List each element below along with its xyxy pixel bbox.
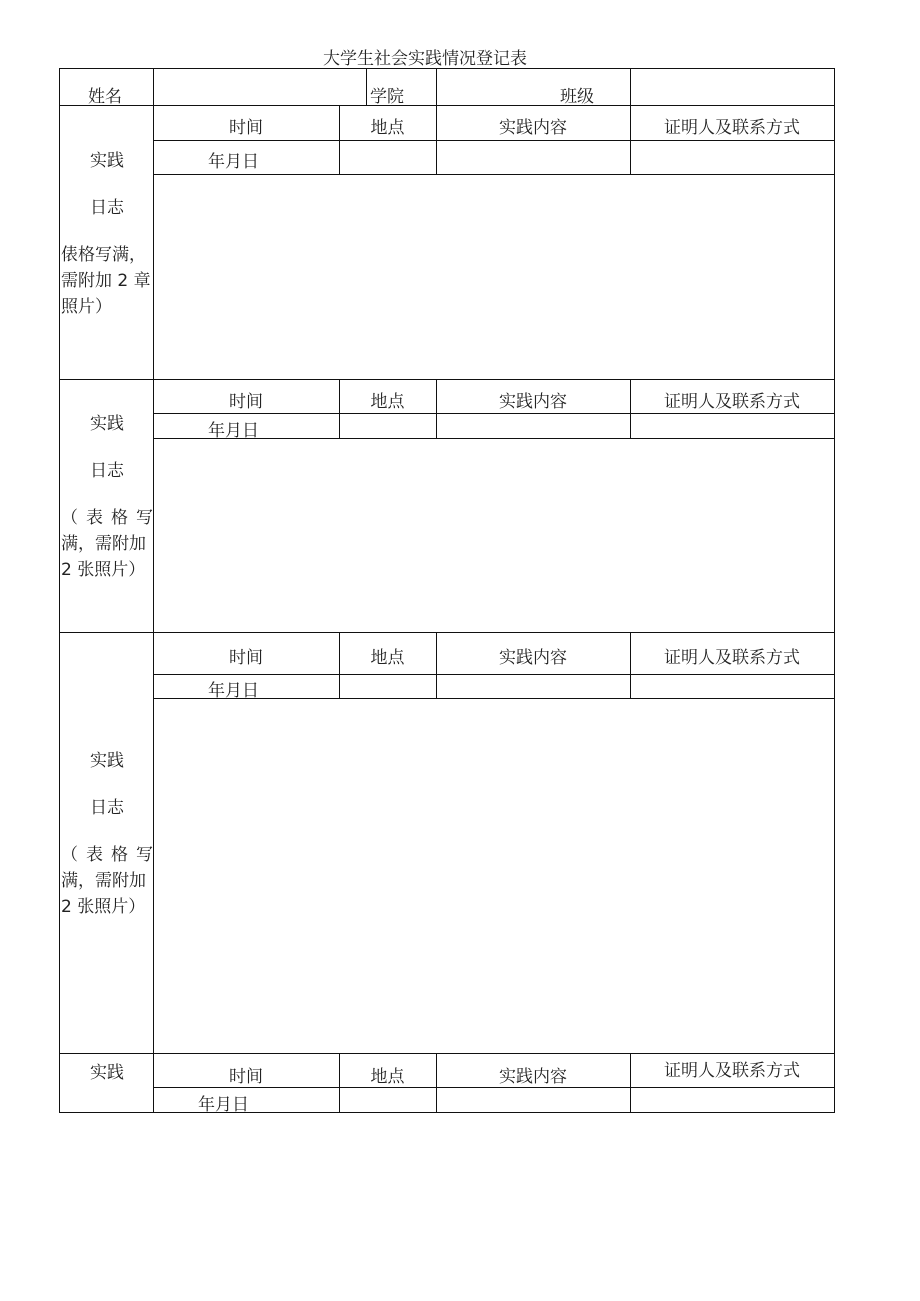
label-practice: 实践 [90,151,124,171]
col-time: 时间 [229,1067,263,1087]
place-field[interactable] [340,414,436,438]
log-text-area[interactable] [154,439,834,632]
col-content: 实践内容 [499,392,567,412]
place-field[interactable] [340,141,436,174]
name-label: 姓名 [88,87,122,107]
col-time: 时间 [229,648,263,668]
place-field[interactable] [340,1088,436,1112]
note-line: 2 张照片） [61,897,146,917]
note-line: 照片） [61,297,112,317]
col-time: 时间 [229,392,263,412]
col-content: 实践内容 [499,1067,567,1087]
label-practice: 实践 [90,1063,124,1083]
witness-field[interactable] [631,414,834,438]
log-text-area[interactable] [154,175,834,379]
col-witness: 证明人及联系方式 [664,118,800,138]
witness-field[interactable] [631,675,834,698]
date-field[interactable]: 年月日 [208,421,259,441]
form-title: 大学生社会实践情况登记表 [323,49,527,69]
log-text-area[interactable] [154,699,834,1053]
label-log: 日志 [90,198,124,218]
col-time: 时间 [229,118,263,138]
section-label [61,148,153,320]
label-practice: 实践 [90,414,124,434]
section-label [61,748,153,920]
date-field[interactable]: 年月日 [208,681,259,701]
section-label [61,411,153,583]
note-line: 满，需附加 [61,871,146,891]
place-field[interactable] [340,675,436,698]
label-log: 日志 [90,798,124,818]
section-label [61,1060,153,1086]
note-line: 2 张照片） [61,560,146,580]
witness-field[interactable] [631,1088,834,1112]
content-field[interactable] [437,414,630,438]
col-content: 实践内容 [499,648,567,668]
col-place: 地点 [370,1067,405,1087]
col-place: 地点 [370,392,405,412]
col-place: 地点 [370,648,405,668]
date-field[interactable]: 年月日 [208,152,259,172]
col-witness: 证明人及联系方式 [664,392,800,412]
class-field[interactable] [631,69,834,105]
note-line: 俵格写满， [61,245,146,265]
content-field[interactable] [437,141,630,174]
class-label: 班级 [560,87,594,107]
note-line: 需附加 2 章 [61,271,151,291]
content-field[interactable] [437,1088,630,1112]
note-line: 满，需附加 [61,534,146,554]
name-field[interactable] [154,69,366,105]
note-line: （ 表 格 写 [61,845,153,865]
label-log: 日志 [90,461,124,481]
witness-field[interactable] [631,141,834,174]
col-content: 实践内容 [499,118,567,138]
note-line: （ 表 格 写 [61,508,153,528]
col-witness: 证明人及联系方式 [664,1061,800,1081]
college-field[interactable] [437,69,630,105]
col-witness: 证明人及联系方式 [664,648,800,668]
label-practice: 实践 [90,751,124,771]
col-place: 地点 [370,118,405,138]
college-label: 学院 [370,87,404,107]
date-field[interactable]: 年月日 [198,1095,249,1115]
content-field[interactable] [437,675,630,698]
